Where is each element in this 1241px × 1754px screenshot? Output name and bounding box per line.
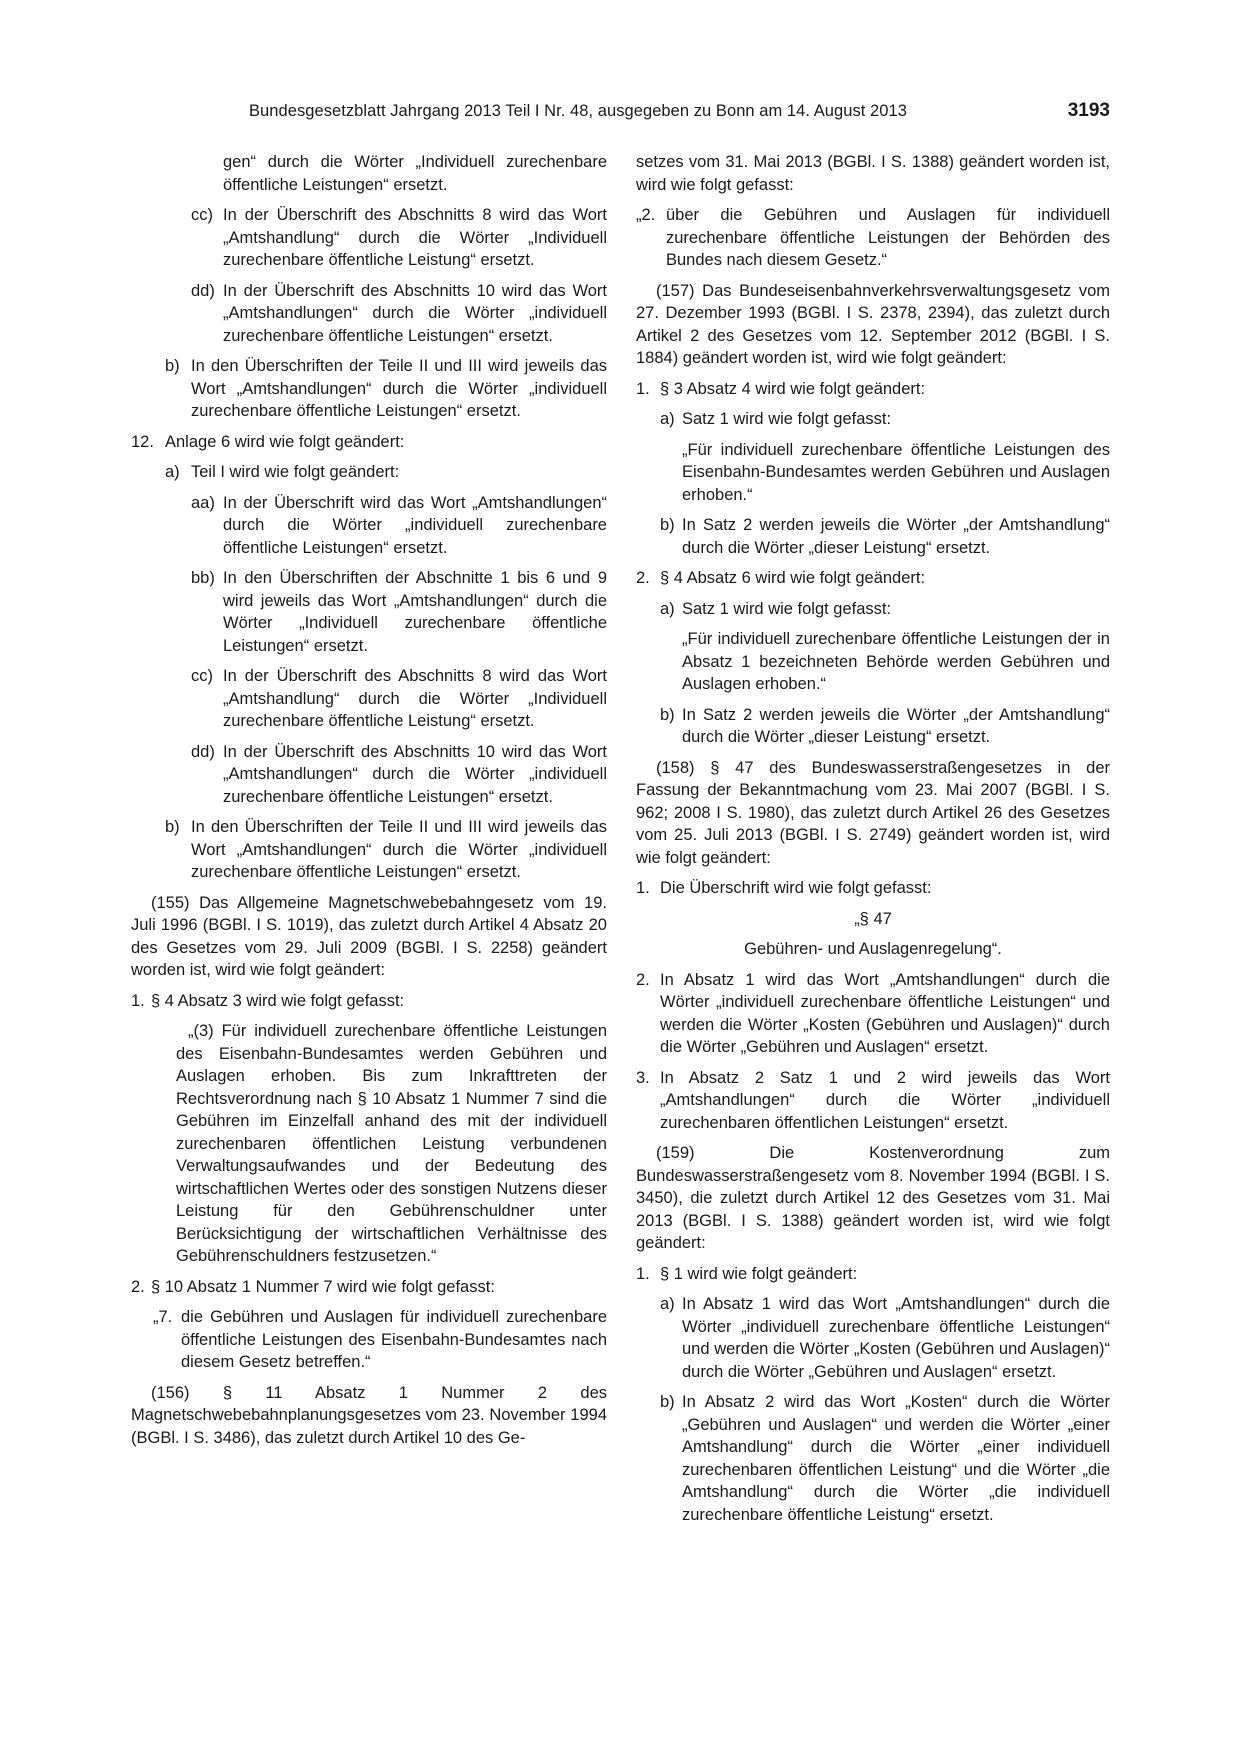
quoted-paragraph <box>131 1020 607 1268</box>
paragraph-text: (155) Das Allgemeine Magnetschwebebahngesetz vom 19. Juli 1996 (BGBl. I S. 1019), das zuletzt durch Artikel 4 Absatz 20 des Gesetzes vom 29. Juli 2009 (BGBl. I S. 2258) geändert worden ist, wird wie folgt geändert: <box>131 893 607 979</box>
heading-text: „§ 47 <box>854 909 892 928</box>
heading-text: Gebühren- und Auslagenregelung“. <box>744 940 1002 958</box>
section-heading-title <box>636 938 1110 961</box>
item-label: a) <box>660 410 675 428</box>
item-text: In der Überschrift des Abschnitts 10 wird das Wort „Amtshandlungen“ durch die Wörter „individuell zurechenbare öffentliche Leistungen“ ersetzt. <box>223 742 607 806</box>
list-item <box>131 816 607 884</box>
list-item <box>131 665 607 733</box>
list-item <box>636 704 1110 749</box>
quoted-text: „Für individuell zurechenbare öffentliche Leistungen des Eisenbahn-Bundesamtes werden Gebühren und Auslagen erhoben.“ <box>682 440 1110 504</box>
item-text: Die Überschrift wird wie folgt gefasst: <box>660 879 932 897</box>
item-label: 12. <box>131 432 154 451</box>
item-text: In Absatz 1 wird das Wort „Amtshandlungen“ durch die Wörter „individuell zurechenbare öffentliche Leistungen“ und werden die Wörter „Kosten (Gebühren und Auslagen)“ durch die Wörter „Gebühren und Auslagen“ ersetzt. <box>682 1295 1110 1381</box>
paragraph <box>636 1142 1110 1255</box>
item-label: cc) <box>191 206 213 224</box>
list-item <box>131 492 607 560</box>
section-heading-number <box>636 908 1110 931</box>
item-text: In der Überschrift des Abschnitts 8 wird das Wort „Amtshandlung“ durch die Wörter „Individuell zurechenbare öffentliche Leistung“ ersetzt. <box>223 206 607 269</box>
list-item <box>636 1263 1110 1286</box>
list-item <box>636 204 1110 272</box>
list-item <box>131 431 607 454</box>
item-label: cc) <box>191 667 213 685</box>
item-text: In Satz 2 werden jeweils die Wörter „der Amtshandlung“ durch die Wörter „dieser Leistung“ ersetzt. <box>682 705 1110 746</box>
item-label: 3. <box>636 1068 650 1087</box>
item-text: In den Überschriften der Abschnitte 1 bis 6 und 9 wird jeweils das Wort „Amtshandlungen“ durch die Wörter „Individuell zurechenbare öffentliche Leistungen“ ersetzt. <box>223 569 607 655</box>
paragraph-text: (156) § 11 Absatz 1 Nummer 2 des Magnetschwebebahnplanungsgesetzes vom 23. November 1994 (BGBl. I S. 3486), das zuletzt durch Artikel 10 des Ge- <box>131 1383 607 1447</box>
list-item <box>636 567 1110 590</box>
item-label: a) <box>165 463 180 481</box>
item-text: § 4 Absatz 3 wird wie folgt gefasst: <box>151 991 405 1010</box>
paragraph-text: gen“ durch die Wörter „Individuell zurechenbare öffentliche Leistungen“ ersetzt. <box>223 153 607 194</box>
paragraph <box>636 151 1110 196</box>
paragraph-text: (157) Das Bundeseisenbahnverkehrsverwaltungsgesetz vom 27. Dezember 1993 (BGBl. I S. 2378, 2394), das zuletzt durch Artikel 2 des Gesetzes vom 12. September 2012 (BGBl. I S. 1884) geändert worden ist, wird wie folgt geändert: <box>636 281 1110 367</box>
list-item <box>131 461 607 484</box>
list-item <box>131 567 607 657</box>
list-item <box>131 741 607 809</box>
list-item <box>636 1067 1110 1135</box>
gazette-title: Bundesgesetzblatt Jahrgang 2013 Teil I Nr. 48, ausgegeben zu Bonn am 14. August 2013 <box>249 102 907 120</box>
right-column <box>636 151 1110 1526</box>
paragraph <box>636 757 1110 870</box>
item-label: b) <box>660 1393 675 1411</box>
item-text: In den Überschriften der Teile II und III wird jeweils das Wort „Amtshandlungen“ durch die Wörter „individuell zurechenbare öffentliche Leistungen“ ersetzt. <box>191 357 607 420</box>
item-text: Satz 1 wird wie folgt gefasst: <box>682 410 892 428</box>
item-label: 2. <box>636 569 650 587</box>
item-label: bb) <box>191 569 215 587</box>
item-text: § 4 Absatz 6 wird wie folgt geändert: <box>660 569 926 587</box>
list-item <box>636 969 1110 1059</box>
item-text: In Satz 2 werden jeweils die Wörter „der Amtshandlung“ durch die Wörter „dieser Leistung“ ersetzt. <box>682 516 1110 557</box>
item-text: die Gebühren und Auslagen für individuell zurechenbare öffentliche Leistungen des Eisenbahn-Bundesamtes nach diesem Gesetz betreffen.“ <box>181 1308 607 1371</box>
list-item <box>636 598 1110 621</box>
item-text: In der Überschrift wird das Wort „Amtshandlungen“ durch die Wörter „individuell zurechenbare öffentliche Leistungen“ ersetzt. <box>223 493 607 557</box>
list-item <box>636 1391 1110 1526</box>
item-text: In Absatz 2 Satz 1 und 2 wird jeweils das Wort „Amtshandlungen“ durch die Wörter „individuell zurechenbaren öffentlichen Leistungen“ ersetzt. <box>660 1068 1110 1132</box>
list-item <box>636 1293 1110 1383</box>
item-text: In den Überschriften der Teile II und III wird jeweils das Wort „Amtshandlungen“ durch die Wörter „individuell zurechenbare öffentliche Leistungen“ ersetzt. <box>191 818 607 881</box>
item-text: Teil I wird wie folgt geändert: <box>191 463 400 481</box>
item-label: 1. <box>636 1264 650 1283</box>
item-label: 1. <box>636 879 650 897</box>
item-text: § 1 wird wie folgt geändert: <box>660 1264 858 1283</box>
paragraph <box>131 1382 607 1450</box>
paragraph <box>131 151 607 196</box>
item-label: 2. <box>131 1277 145 1296</box>
list-item <box>636 877 1110 900</box>
paragraph-text: setzes vom 31. Mai 2013 (BGBl. I S. 1388) geändert worden ist, wird wie folgt gefasst: <box>636 153 1110 194</box>
item-label: a) <box>660 1295 675 1313</box>
list-item <box>131 1276 607 1299</box>
list-item <box>636 378 1110 401</box>
page-number: 3193 <box>1067 100 1110 121</box>
paragraph-text: (159) Die Kostenverordnung zum Bundeswasserstraßengesetz vom 8. November 1994 (BGBl. I S. 3450), die zuletzt durch Artikel 12 des Gesetzes vom 31. Mai 2013 (BGBl. I S. 1388) geändert worden ist, wird wie folgt geändert: <box>636 1144 1110 1252</box>
list-item <box>636 408 1110 431</box>
paragraph <box>131 892 607 982</box>
item-text: In der Überschrift des Abschnitts 8 wird das Wort „Amtshandlung“ durch die Wörter „Individuell zurechenbare öffentliche Leistung“ ersetzt. <box>223 667 607 730</box>
list-item <box>131 990 607 1013</box>
item-text: Satz 1 wird wie folgt gefasst: <box>682 599 892 618</box>
page-header <box>131 100 1110 130</box>
item-text: § 10 Absatz 1 Nummer 7 wird wie folgt gefasst: <box>151 1277 495 1296</box>
item-label: 1. <box>131 991 145 1010</box>
item-text: In Absatz 2 wird das Wort „Kosten“ durch die Wörter „Gebühren und Auslagen“ und werden die Wörter „einer Amtshandlung“ durch die Wörter „einer individuell zurechenbaren öffentlichen Leistung“ und die Wörter „die Amtshandlung“ durch die Wörter „die individuell zurechenbare öffentliche Leistung“ ersetzt. <box>682 1393 1110 1524</box>
item-text: über die Gebühren und Auslagen für individuell zurechenbare öffentliche Leistungen der Behörden des Bundes nach diesem Gesetz.“ <box>666 206 1110 269</box>
item-label: „7. <box>153 1308 173 1326</box>
list-item <box>131 1306 607 1374</box>
item-label: b) <box>660 516 675 534</box>
list-item <box>131 204 607 272</box>
item-text: Anlage 6 wird wie folgt geändert: <box>165 432 405 451</box>
item-label: b) <box>165 357 180 375</box>
quoted-paragraph <box>636 628 1110 696</box>
item-label: b) <box>660 705 675 724</box>
item-label: aa) <box>191 493 215 512</box>
quoted-paragraph <box>636 439 1110 507</box>
item-text: In der Überschrift des Abschnitts 10 wird das Wort „Amtshandlungen“ durch die Wörter „individuell zurechenbare öffentliche Leistungen“ ersetzt. <box>223 281 607 345</box>
list-item <box>131 280 607 348</box>
item-label: b) <box>165 818 180 836</box>
list-item <box>131 355 607 423</box>
item-label: dd) <box>191 281 215 300</box>
list-item <box>636 514 1110 559</box>
item-label: a) <box>660 599 675 618</box>
paragraph <box>636 280 1110 370</box>
quoted-text: „Für individuell zurechenbare öffentliche Leistungen der in Absatz 1 bezeichneten Behörde werden Gebühren und Auslagen erhoben.“ <box>682 630 1110 693</box>
item-label: 1. <box>636 379 650 398</box>
item-label: 2. <box>636 970 650 989</box>
item-text: § 3 Absatz 4 wird wie folgt geändert: <box>660 379 926 398</box>
item-label: „2. <box>636 206 656 224</box>
left-column <box>131 151 607 1449</box>
paragraph-text: (158) § 47 des Bundeswasserstraßengesetzes in der Fassung der Bekanntmachung vom 23. Mai 2007 (BGBl. I S. 962; 2008 I S. 1980), das zuletzt durch Artikel 26 des Gesetzes vom 25. Juli 2013 (BGBl. I S. 2749) geändert worden ist, wird wie folgt geändert: <box>636 758 1110 867</box>
item-label: dd) <box>191 742 215 761</box>
item-text: In Absatz 1 wird das Wort „Amtshandlungen“ durch die Wörter „individuell zurechenbare öffentliche Leistungen“ und werden die Wörter „Kosten (Gebühren und Auslagen)“ durch die Wörter „Gebühren und Auslagen“ ersetzt. <box>660 970 1110 1056</box>
quoted-text: „(3) Für individuell zurechenbare öffentliche Leistungen des Eisenbahn-Bundesamtes werden Gebühren und Auslagen erhoben. Bis zum Inkrafttreten der Rechtsverordnung nach § 10 Absatz 1 Nummer 7 sind die Gebühren im Einzelfall anhand des mit der individuell zurechenbaren öffentlichen Leistung verbundenen Verwaltungsaufwandes und der Bedeutung des wirtschaftlichen Wertes oder des sonstigen Nutzens dieser Leistung für den Gebührenschuldner unter Berücksichtigung der wirtschaftlichen Verhältnisse des Gebührenschuldners festzusetzen.“ <box>176 1022 607 1265</box>
